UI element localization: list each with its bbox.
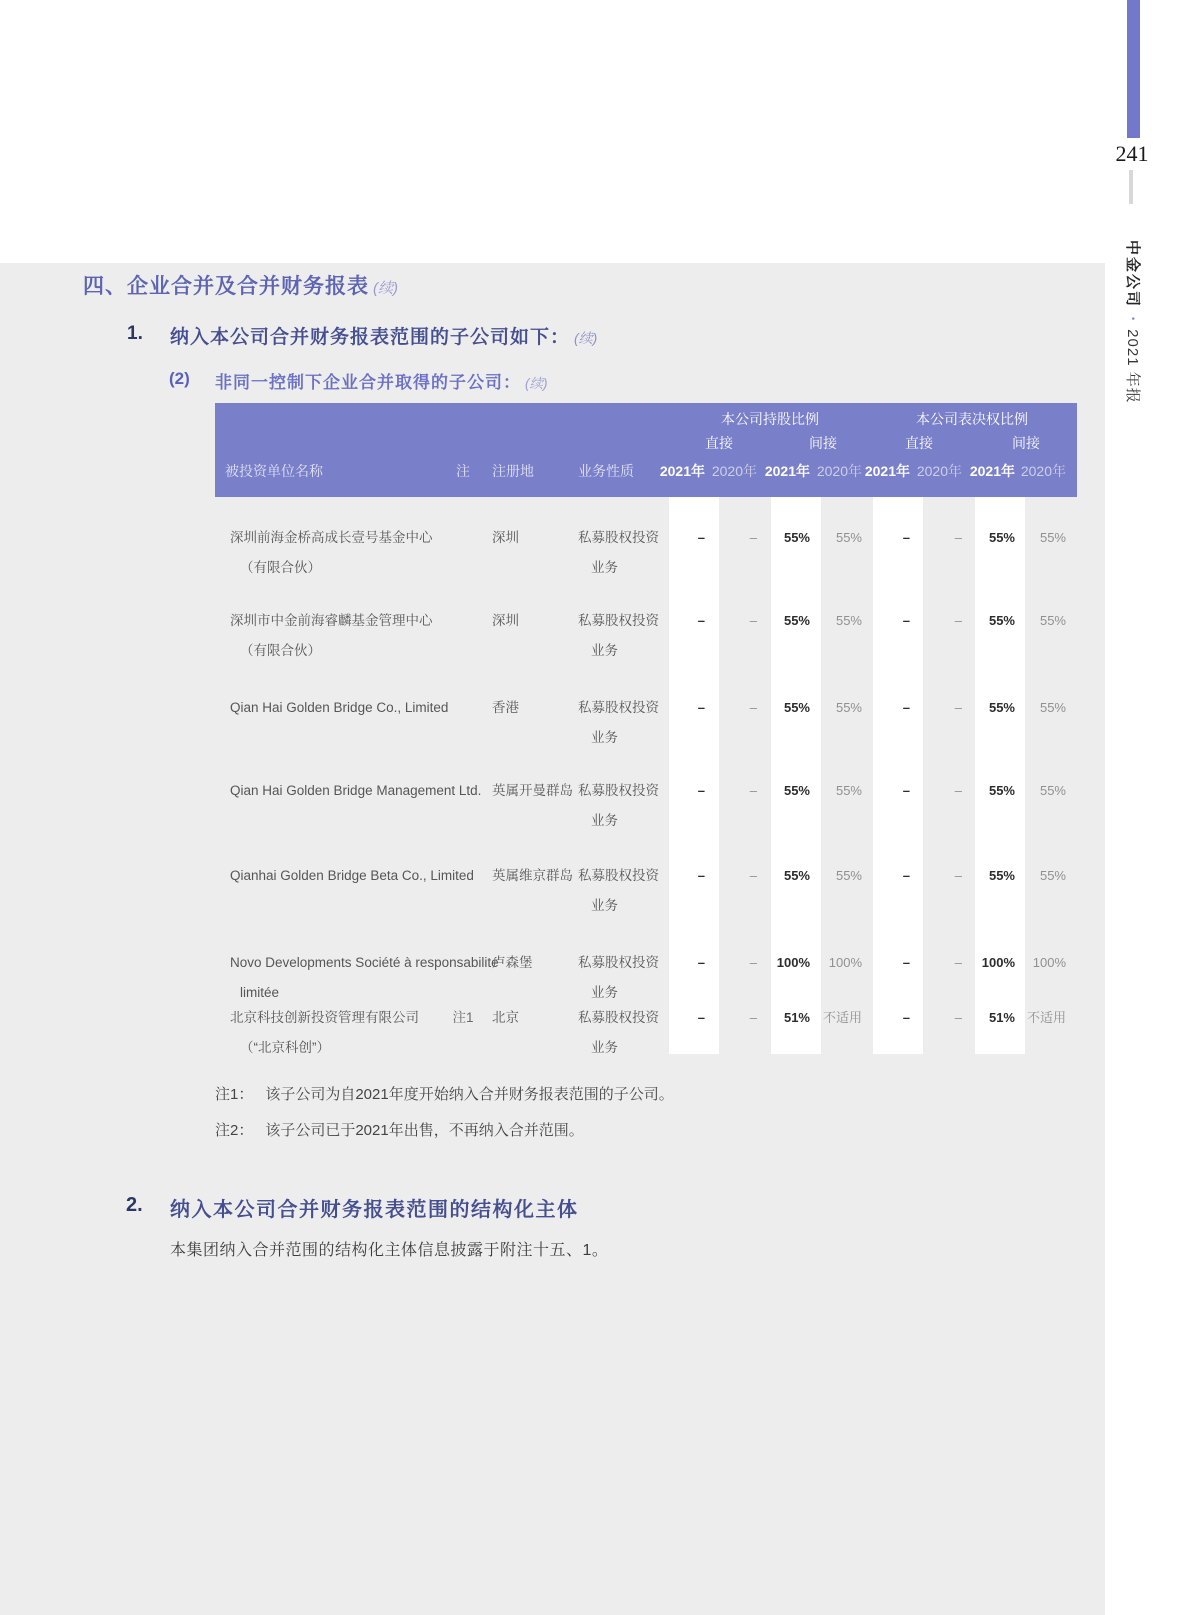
holding-direct-2020: – xyxy=(749,955,757,970)
company-name-line2: （有限合伙） xyxy=(240,560,321,575)
voting-indirect-2020: 55% xyxy=(1039,783,1066,798)
subgroup-indirect: 间接 xyxy=(1012,435,1040,451)
business-nature xyxy=(578,606,659,666)
note-ref: 注1 xyxy=(452,1010,474,1025)
continued-marker: (续) xyxy=(373,280,398,297)
column-header-name: 被投资单位名称 xyxy=(225,463,323,479)
voting-indirect-2020: 100% xyxy=(1032,955,1066,970)
brand-name: 中金公司 xyxy=(1124,240,1141,309)
group-header-voting: 本公司表决权比例 xyxy=(916,411,1028,427)
voting-direct-2021: – xyxy=(902,1010,910,1025)
business-nature xyxy=(578,523,659,583)
business-line2: 业务 xyxy=(591,1040,618,1055)
holding-indirect-2020: 55% xyxy=(835,783,862,798)
voting-indirect-2021: 55% xyxy=(988,530,1015,545)
company-name xyxy=(230,606,433,666)
holding-indirect-2021: 55% xyxy=(783,700,810,715)
voting-direct-2020: – xyxy=(954,783,962,798)
company-name xyxy=(230,776,481,806)
year-header-2021: 2021年 xyxy=(764,463,810,479)
page-number-tick xyxy=(1129,170,1133,204)
holding-direct-2020: – xyxy=(749,783,757,798)
holding-indirect-2020: 55% xyxy=(835,530,862,545)
sidebar-vertical-text xyxy=(1124,240,1144,410)
voting-direct-2021: – xyxy=(902,783,910,798)
company-name-line1: 深圳前海金桥高成长壹号基金中心 xyxy=(230,530,433,545)
voting-indirect-2021: 51% xyxy=(988,1010,1015,1025)
bullet-icon: • xyxy=(1128,317,1138,321)
company-name-line1: 北京科技创新投资管理有限公司 xyxy=(230,1010,419,1025)
table-row xyxy=(0,606,1190,668)
table-row xyxy=(0,693,1190,755)
holding-indirect-2021: 55% xyxy=(783,868,810,883)
registration-place: 英属开曼群岛 xyxy=(492,783,573,798)
holding-direct-2021: – xyxy=(697,1010,705,1025)
voting-direct-2020: – xyxy=(954,955,962,970)
year-header-2021: 2021年 xyxy=(969,463,1015,479)
column-header-note: 注 xyxy=(456,463,470,479)
subgroup-indirect: 间接 xyxy=(809,435,837,451)
table-row xyxy=(0,1003,1190,1065)
voting-direct-2021: – xyxy=(902,955,910,970)
subgroup-direct: 直接 xyxy=(705,435,733,451)
voting-indirect-2021: 100% xyxy=(981,955,1015,970)
company-name xyxy=(230,948,499,1008)
holding-direct-2021: – xyxy=(697,955,705,970)
voting-direct-2020: – xyxy=(954,868,962,883)
holding-direct-2020: – xyxy=(749,868,757,883)
voting-direct-2020: – xyxy=(954,1010,962,1025)
company-name-line1: Qianhai Golden Bridge Beta Co., Limited xyxy=(230,868,474,883)
voting-indirect-2021: 55% xyxy=(988,613,1015,628)
registration-place: 香港 xyxy=(492,700,519,715)
holding-indirect-2020: 不适用 xyxy=(822,1010,862,1025)
voting-indirect-2020: 55% xyxy=(1039,613,1066,628)
column-header-location: 注册地 xyxy=(492,463,534,479)
holding-direct-2020: – xyxy=(749,530,757,545)
business-line2: 业务 xyxy=(591,985,618,1000)
voting-indirect-2020: 55% xyxy=(1039,530,1066,545)
holding-indirect-2020: 55% xyxy=(835,613,862,628)
footnote-text: 该子公司为自2021年度开始纳入合并财务报表范围的子公司。 xyxy=(265,1086,674,1103)
subgroup-direct: 直接 xyxy=(905,435,933,451)
holding-indirect-2020: 55% xyxy=(835,868,862,883)
business-nature xyxy=(578,861,659,921)
company-name-line1: 深圳市中金前海睿麟基金管理中心 xyxy=(230,613,433,628)
company-name-line1: Novo Developments Société à responsabilité xyxy=(230,955,499,970)
voting-direct-2021: – xyxy=(902,613,910,628)
column-header-business: 业务性质 xyxy=(578,463,634,479)
holding-direct-2021: – xyxy=(697,700,705,715)
business-line1: 私募股权投资 xyxy=(578,530,659,545)
company-name-line2: limitée xyxy=(240,985,280,1000)
voting-indirect-2020: 55% xyxy=(1039,700,1066,715)
holding-direct-2021: – xyxy=(697,783,705,798)
business-nature xyxy=(578,776,659,836)
clause-heading-text: 非同一控制下企业合并取得的子公司： xyxy=(215,373,521,392)
company-name-line1: Qian Hai Golden Bridge Co., Limited xyxy=(230,700,449,715)
holding-direct-2021: – xyxy=(697,530,705,545)
group-header-holding: 本公司持股比例 xyxy=(721,411,819,427)
company-name xyxy=(230,523,433,583)
business-line1: 私募股权投资 xyxy=(578,1010,659,1025)
voting-direct-2021: – xyxy=(902,700,910,715)
continued-marker: (续) xyxy=(574,330,598,346)
holding-indirect-2021: 55% xyxy=(783,613,810,628)
continued-marker: (续) xyxy=(525,376,548,391)
year-header-2021: 2021年 xyxy=(864,463,910,479)
business-line1: 私募股权投资 xyxy=(578,613,659,628)
business-line1: 私募股权投资 xyxy=(578,955,659,970)
holding-indirect-2021: 100% xyxy=(776,955,810,970)
year-header-2020: 2020年 xyxy=(916,463,962,479)
year-header-2021: 2021年 xyxy=(659,463,705,479)
subsection-number: 1. xyxy=(127,323,143,344)
voting-direct-2021: – xyxy=(902,868,910,883)
table-row xyxy=(0,523,1190,585)
section-heading-text: 四、企业合并及合并财务报表 xyxy=(83,275,369,298)
report-year: 2021 年报 xyxy=(1124,329,1141,404)
company-name xyxy=(230,693,448,723)
holding-direct-2021: – xyxy=(697,868,705,883)
business-line2: 业务 xyxy=(591,813,618,828)
year-header-2020: 2020年 xyxy=(816,463,862,479)
table-row xyxy=(0,776,1190,838)
subsection-heading: 纳入本公司合并财务报表范围的结构化主体 xyxy=(170,1199,579,1221)
table-row xyxy=(0,861,1190,923)
holding-direct-2021: – xyxy=(697,613,705,628)
company-name xyxy=(230,1003,419,1063)
footnote-text: 该子公司已于2021年出售，不再纳入合并范围。 xyxy=(265,1122,584,1139)
registration-place: 深圳 xyxy=(492,613,519,628)
registration-place: 北京 xyxy=(492,1010,519,1025)
footnote-2 xyxy=(215,1119,584,1140)
voting-direct-2020: – xyxy=(954,530,962,545)
voting-indirect-2021: 55% xyxy=(988,868,1015,883)
business-line1: 私募股权投资 xyxy=(578,783,659,798)
table-header xyxy=(215,403,1077,497)
holding-indirect-2021: 55% xyxy=(783,783,810,798)
business-line2: 业务 xyxy=(591,560,618,575)
subsection-heading xyxy=(170,322,597,349)
holding-direct-2020: – xyxy=(749,700,757,715)
business-line2: 业务 xyxy=(591,643,618,658)
clause-heading xyxy=(215,368,548,393)
holding-indirect-2020: 100% xyxy=(828,955,862,970)
business-line1: 私募股权投资 xyxy=(578,868,659,883)
holding-direct-2020: – xyxy=(749,613,757,628)
voting-indirect-2021: 55% xyxy=(988,783,1015,798)
clause-number: (2) xyxy=(169,369,190,388)
holding-indirect-2020: 55% xyxy=(835,700,862,715)
company-name-line2: （有限合伙） xyxy=(240,643,321,658)
business-nature xyxy=(578,948,659,1008)
business-line2: 业务 xyxy=(591,898,618,913)
registration-place: 英属维京群岛 xyxy=(492,868,573,883)
business-nature xyxy=(578,1003,659,1063)
footnote-label: 注1： xyxy=(215,1086,254,1103)
registration-place: 卢森堡 xyxy=(492,955,533,970)
footnote-label: 注2： xyxy=(215,1122,254,1139)
voting-direct-2020: – xyxy=(954,613,962,628)
business-line2: 业务 xyxy=(591,730,618,745)
year-header-2020: 2020年 xyxy=(1020,463,1066,479)
registration-place: 深圳 xyxy=(492,530,519,545)
voting-indirect-2020: 不适用 xyxy=(1026,1010,1066,1025)
holding-direct-2020: – xyxy=(749,1010,757,1025)
footnote-1 xyxy=(215,1083,674,1104)
body-text: 本集团纳入合并范围的结构化主体信息披露于附注十五、1。 xyxy=(170,1242,609,1259)
voting-direct-2020: – xyxy=(954,700,962,715)
business-line1: 私募股权投资 xyxy=(578,700,659,715)
business-nature xyxy=(578,693,659,753)
voting-indirect-2021: 55% xyxy=(988,700,1015,715)
subsection-heading-text: 纳入本公司合并财务报表范围的子公司如下： xyxy=(170,327,571,348)
page-number: 241 xyxy=(1115,141,1149,166)
company-name xyxy=(230,861,474,891)
voting-indirect-2020: 55% xyxy=(1039,868,1066,883)
company-name-line2: （“北京科创”） xyxy=(240,1040,330,1055)
subsection-number: 2. xyxy=(126,1194,143,1216)
holding-indirect-2021: 55% xyxy=(783,530,810,545)
year-header-2020: 2020年 xyxy=(711,463,757,479)
table-row xyxy=(0,948,1190,1010)
section-heading xyxy=(83,270,398,300)
page-edge-bar xyxy=(1127,0,1140,138)
company-name-line1: Qian Hai Golden Bridge Management Ltd. xyxy=(230,783,482,798)
voting-direct-2021: – xyxy=(902,530,910,545)
holding-indirect-2021: 51% xyxy=(783,1010,810,1025)
